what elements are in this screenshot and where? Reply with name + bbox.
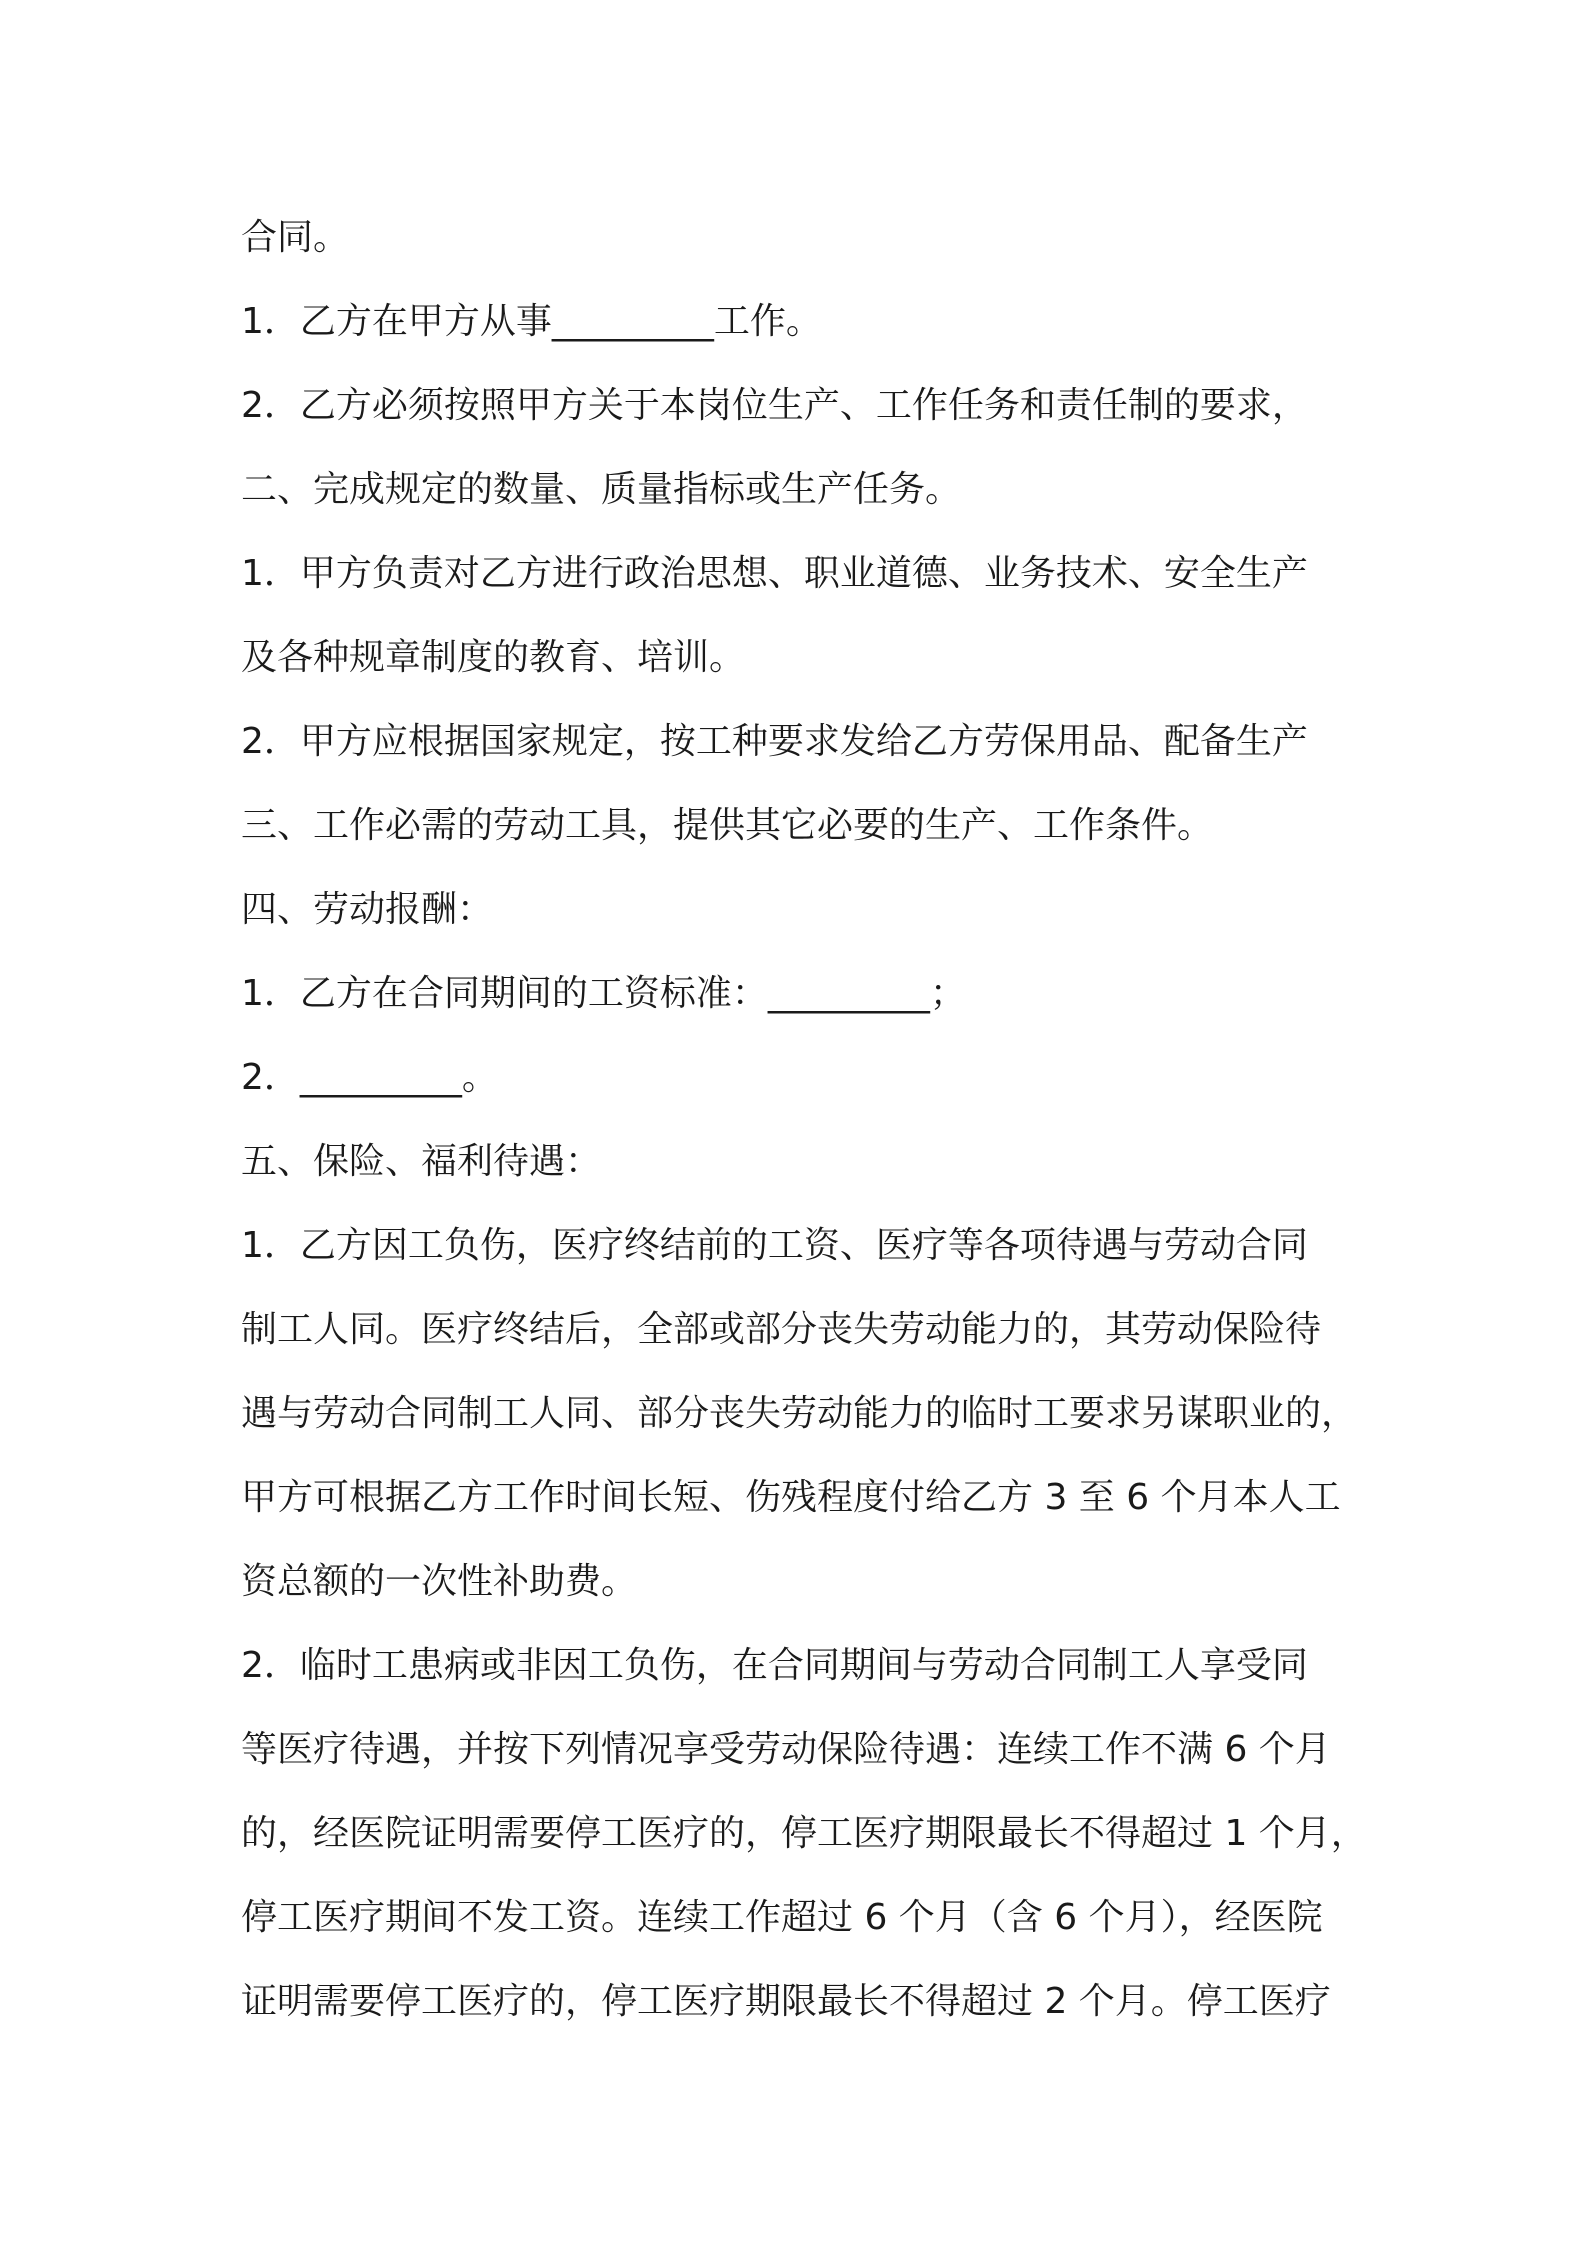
document-body — [241, 196, 1391, 2044]
text-line: 等医疗待遇，并按下列情况享受劳动保险待遇：连续工作不满 6 个月 — [241, 1729, 1331, 1770]
text-line: 四、劳动报酬： — [241, 889, 494, 930]
text-line: 遇与劳动合同制工人同、部分丧失劳动能力的临时工要求另谋职业的， — [241, 1393, 1358, 1434]
text-line: 1．乙方在甲方从事_________工作。 — [241, 301, 822, 342]
text-line: 1．乙方在合同期间的工资标准：_________； — [241, 973, 966, 1014]
text-line: 甲方可根据乙方工作时间长短、伤残程度付给乙方 3 至 6 个月本人工 — [241, 1477, 1341, 1518]
text-line: 的，经医院证明需要停工医疗的，停工医疗期限最长不得超过 1 个月， — [241, 1813, 1367, 1854]
text-line: 三、工作必需的劳动工具，提供其它必要的生产、工作条件。 — [241, 805, 1214, 846]
text-line: 制工人同。医疗终结后，全部或部分丧失劳动能力的，其劳动保险待 — [241, 1309, 1322, 1350]
text-line: 1．乙方因工负伤，医疗终结前的工资、医疗等各项待遇与劳动合同 — [241, 1225, 1308, 1266]
text-line: 资总额的一次性补助费。 — [241, 1561, 638, 1602]
text-line: 2．临时工患病或非因工负伤，在合同期间与劳动合同制工人享受同 — [241, 1645, 1308, 1686]
text-line: 及各种规章制度的教育、培训。 — [241, 637, 746, 678]
text-line: 证明需要停工医疗的，停工医疗期限最长不得超过 2 个月。停工医疗 — [241, 1981, 1331, 2022]
text-line: 2．甲方应根据国家规定，按工种要求发给乙方劳保用品、配备生产 — [241, 721, 1308, 762]
text-line: 停工医疗期间不发工资。连续工作超过 6 个月（含 6 个月），经医院 — [241, 1897, 1323, 1938]
text-line: 2．_________。 — [241, 1057, 498, 1098]
text-line: 1．甲方负责对乙方进行政治思想、职业道德、业务技术、安全生产 — [241, 553, 1308, 594]
text-line: 2．乙方必须按照甲方关于本岗位生产、工作任务和责任制的要求， — [241, 385, 1308, 426]
text-line: 合同。 — [241, 217, 350, 258]
text-line: 二、完成规定的数量、质量指标或生产任务。 — [241, 469, 962, 510]
text-line: 五、保险、福利待遇： — [241, 1141, 602, 1182]
